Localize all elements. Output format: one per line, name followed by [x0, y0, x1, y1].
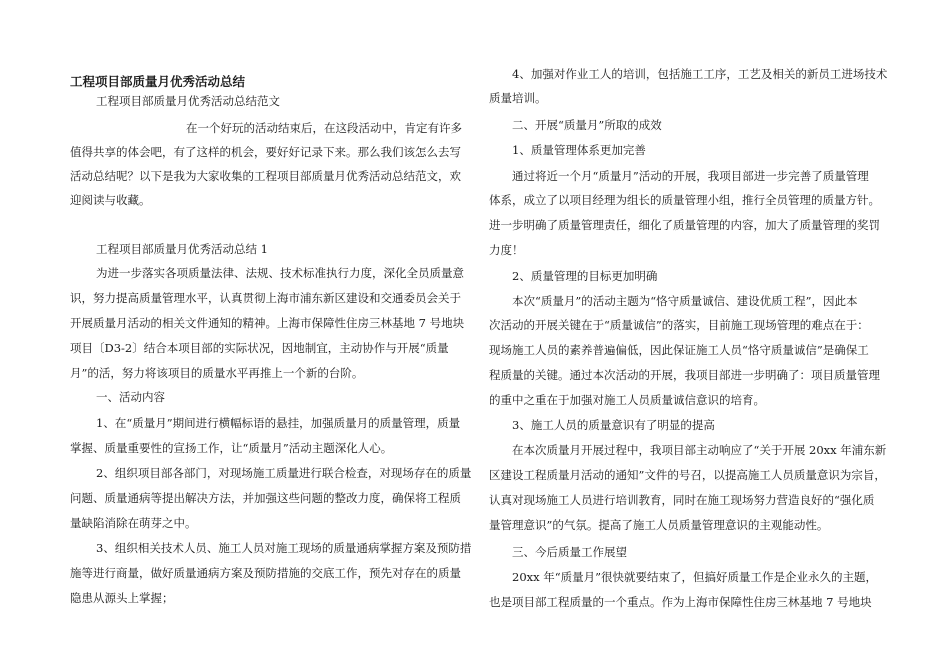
section-heading: 一、活动内容 [96, 390, 165, 404]
paragraph-line: 施等进行商量，做好质量通病方案及预防措施的交底工作，预先对存在的质量 [70, 566, 461, 580]
paragraph-line: 程质量的关键。通过本次活动的开展，我项目部进一步明确了：项目质量管理 [489, 368, 880, 382]
paragraph-line: 问题、质量通病等提出解决方法，并加强这些问题的整改力度，确保将工程质 [70, 491, 461, 505]
paragraph-line: 的重中之重在于加强对施工人员质量诚信意识的培育。 [489, 393, 765, 407]
paragraph-line: 隐患从源头上掌握； [70, 591, 174, 605]
paragraph-line: 在一个好玩的活动结束后，在这段活动中，肯定有许多 [186, 121, 462, 135]
paragraph-line: 值得共享的体会吧，有了这样的机会，要好好记录下来。那么我们该怎么去写 [70, 145, 461, 159]
paragraph-line: 现场施工人员的素养普遍偏低，因此保证施工人员“恪守质量诚信”是确保工 [489, 343, 869, 357]
paragraph-line: 2、组织项目部各部门，对现场施工质量进行联合检查，对现场存在的质量 [96, 466, 472, 480]
subsection-heading: 3、施工人员的质量意识有了明显的提高 [512, 418, 715, 432]
paragraph-line: 力度！ [489, 243, 524, 257]
paragraph-line: 20xx 年“质量月”很快就要结束了，但搞好质量工作是企业永久的主题， [512, 570, 878, 584]
paragraph-line: 进一步明确了质量管理责任，细化了质量管理的内容，加大了质量管理的奖罚 [489, 218, 880, 232]
paragraph-line: 量管理意识”的气氛。提高了施工人员质量管理意识的主观能动性。 [489, 518, 829, 532]
paragraph-line: 区建设工程质量月活动的通知”文件的号召，以提高施工人员质量意识为宗旨， [489, 468, 886, 482]
paragraph-line: 月”的活，努力将该项目的质量水平再推上一个新的台阶。 [70, 366, 364, 380]
paragraph-line: 也是项目部工程质量的一个重点。作为上海市保障性住房三林基地 7 号地块 [489, 595, 872, 609]
paragraph-line: 开展质量月活动的相关文件通知的精神。上海市保障性住房三林基地 7 号地块 [70, 316, 465, 330]
section-heading: 工程项目部质量月优秀活动总结 1 [96, 242, 268, 256]
section-heading: 二、开展“质量月”所取的成效 [512, 118, 662, 132]
paragraph-line: 在本次质量月开展过程中，我项目部主动响应了“关于开展 20xx 年浦东新 [512, 443, 887, 457]
paragraph-line: 认真对现场施工人员进行培训教育，同时在施工现场努力营造良好的“强化质 [489, 493, 875, 507]
paragraph-line: 通过将近一个月“质量月”活动的开展，我项目部进一步完善了质量管理 [512, 169, 869, 183]
paragraph-line: 质量培训。 [489, 91, 547, 105]
subsection-heading: 1、质量管理体系更加完善 [512, 143, 646, 157]
paragraph-line: 识，努力提高质量管理水平，认真贯彻上海市浦东新区建设和交通委员会关于 [70, 291, 461, 305]
subsection-heading: 2、质量管理的目标更加明确 [512, 269, 658, 283]
paragraph-line: 项目〔D3-2〕结合本项目部的实际状况，因地制宜，主动协作与开展“质量 [70, 341, 449, 355]
paragraph-line: 1、在“质量月”期间进行横幅标语的悬挂，加强质量月的质量管理，质量 [96, 416, 461, 430]
subtitle-line: 工程项目部质量月优秀活动总结范文 [96, 94, 280, 108]
paragraph-line: 4、加强对作业工人的培训，包括施工工序，工艺及相关的新员工进场技术 [512, 67, 888, 81]
paragraph-line: 体系，成立了以项目经理为组长的质量管理小组，推行全员管理的质量方针。 [489, 193, 880, 207]
paragraph-line: 本次“质量月”的活动主题为“恪守质量诚信、建设优质工程”，因此本 [512, 294, 858, 308]
paragraph-line: 掌握、质量重要性的宣扬工作，让“质量月”活动主题深化人心。 [70, 441, 393, 455]
section-heading: 三、今后质量工作展望 [512, 545, 627, 559]
paragraph-line: 活动总结呢？以下是我为大家收集的工程项目部质量月优秀活动总结范文，欢 [70, 169, 461, 183]
paragraph-line: 为进一步落实各项质量法律、法规、技术标准执行力度，深化全员质量意 [96, 266, 464, 280]
document-title: 工程项目部质量月优秀活动总结 [70, 74, 246, 89]
paragraph-line: 3、组织相关技术人员、施工人员对施工现场的质量通病掌握方案及预防措 [96, 541, 472, 555]
paragraph-line: 迎阅读与收藏。 [70, 193, 151, 207]
paragraph-line: 量缺陷消除在萌芽之中。 [70, 516, 197, 530]
paragraph-line: 次活动的开展关键在于“质量诚信”的落实，目前施工现场管理的难点在于： [489, 318, 869, 332]
